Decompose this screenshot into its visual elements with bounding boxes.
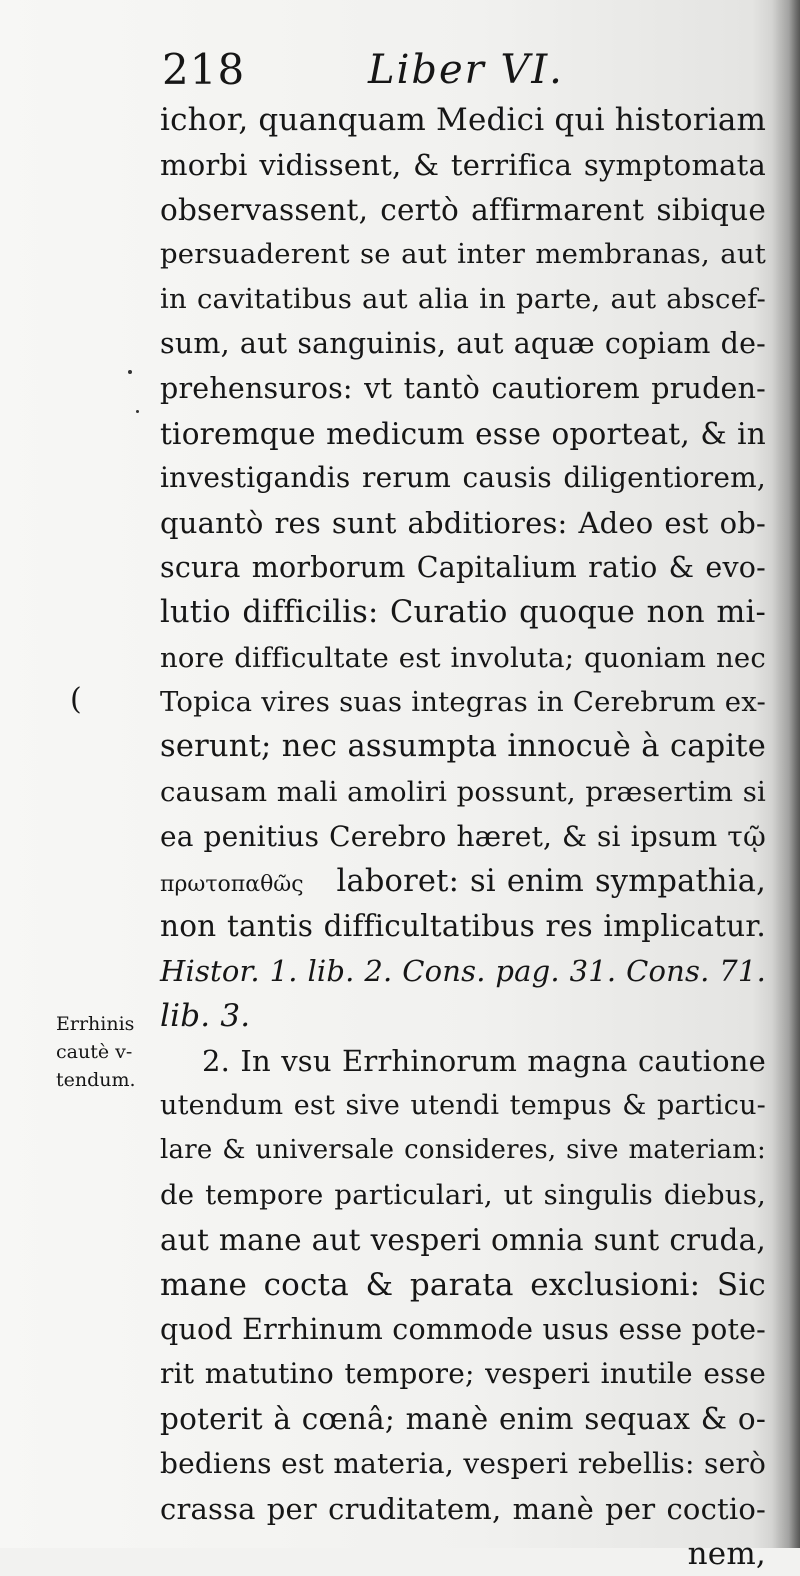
paragraph-2-line: aut mane aut vesperi omnia sunt cruda,	[160, 1218, 766, 1263]
text-line: persuaderent se aut inter membranas, aut	[160, 232, 766, 277]
paragraph-2-line: lare & universale consideres, sive materiam:	[160, 1128, 766, 1173]
margin-note	[56, 1010, 160, 1094]
text-line: non tantis difficultatibus res implicatur.	[160, 904, 766, 949]
text-line: quantò res sunt abditiores: Adeo est ob-	[160, 501, 766, 546]
text-line: ichor, quanquam Medici qui historiam	[160, 98, 766, 143]
citation-line: lib. 3.	[160, 994, 766, 1039]
text-line: serunt; nec assumpta innocuè à capite	[160, 725, 766, 770]
paragraph-2-line: bediens est materia, vesperi rebellis: serò	[160, 1442, 766, 1487]
margin-note-line: tendum.	[56, 1066, 160, 1094]
text-line: sum, aut sanguinis, aut aquæ copiam de-	[160, 322, 766, 367]
text-line: nore difficultate est involuta; quoniam nec	[160, 636, 766, 681]
page-header	[162, 42, 602, 98]
page-number: 218	[162, 42, 245, 98]
paragraph-2-line: mane cocta & parata exclusioni: Sic	[160, 1263, 766, 1308]
running-head: Liber VI.	[368, 42, 564, 98]
paragraph-2-line: de tempore particulari, ut singulis diebus,	[160, 1173, 766, 1218]
catchword: nem,	[160, 1532, 766, 1576]
text-line: lutio difficilis: Curatio quoque non mi-	[160, 591, 766, 636]
paragraph-2-line: rit matutino tempore; vesperi inutile esse	[160, 1352, 766, 1397]
paragraph-2-line: utendum est sive utendi tempus & particu-	[160, 1084, 766, 1129]
paragraph-2-line: crassa per cruditatem, manè per coctio-	[160, 1487, 766, 1532]
text-line: ea penitius Cerebro hæret, & si ipsum τῷ	[160, 815, 766, 860]
margin-note-line: cautè v-	[56, 1038, 160, 1066]
text-line-with-greek	[160, 860, 766, 905]
text-line: causam mali amoliri possunt, præsertim si	[160, 770, 766, 815]
text-line: in cavitatibus aut alia in parte, aut abscef-	[160, 277, 766, 322]
text-line: Topica vires suas integras in Cerebrum ex-	[160, 680, 766, 725]
text-fragment: laboret: si enim sympathia,	[336, 864, 766, 899]
paper-speck	[136, 410, 139, 413]
greek-word: πρωτοπαθῶς	[160, 872, 304, 897]
margin-note-line: Errhinis	[56, 1010, 160, 1038]
margin-mark: (	[70, 680, 82, 720]
body-text	[160, 98, 766, 1576]
page-gutter-shadow	[772, 0, 800, 1548]
text-line: investigandis rerum causis diligentiorem,	[160, 456, 766, 501]
text-line: tioremque medicum esse oporteat, & in	[160, 412, 766, 457]
paragraph-2-line: poterit à cœnâ; manè enim sequax & o-	[160, 1397, 766, 1442]
text-line: scura morborum Capitalium ratio & evo-	[160, 546, 766, 591]
text-line: observassent, certò affirmarent sibique	[160, 188, 766, 233]
paragraph-2-line: quod Errhinum commode usus esse pote-	[160, 1308, 766, 1353]
text-line: prehensuros: vt tantò cautiorem pruden-	[160, 367, 766, 412]
citation-line: Histor. 1. lib. 2. Cons. pag. 31. Cons. 71.	[160, 949, 766, 994]
paper-speck	[128, 370, 132, 374]
paragraph-2-line: 2. In vsu Errhinorum magna cautione	[160, 1039, 766, 1084]
text-line: morbi vidissent, & terrifica symptomata	[160, 143, 766, 188]
